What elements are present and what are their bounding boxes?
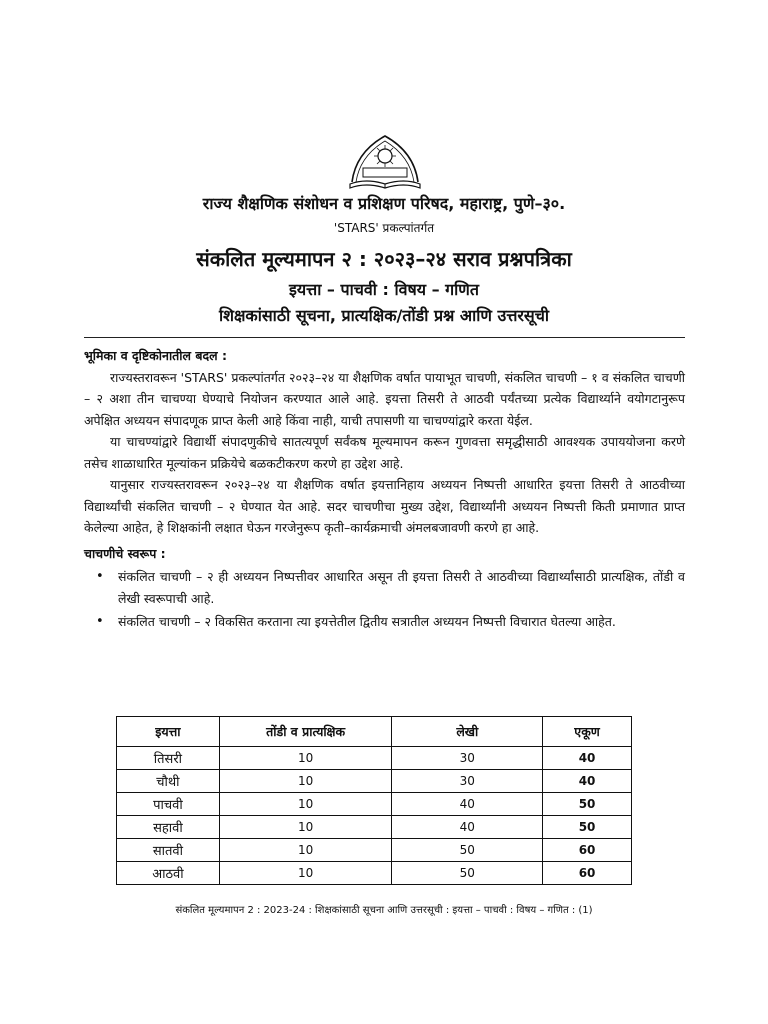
table-row — [117, 816, 632, 839]
table-row — [117, 862, 632, 885]
header-divider — [84, 337, 685, 338]
bullet-text: संकलित चाचणी – २ विकसित करताना त्या इयत्तेतील द्वितीय सत्रातील अध्ययन निष्पत्ती विचारात घेतल्या आहेत. — [118, 614, 616, 629]
cell-oral-practical: 10 — [219, 816, 392, 839]
cell-written: 40 — [392, 793, 543, 816]
teacher-instructions-line: शिक्षकांसाठी सूचना, प्रात्यक्षिक/तोंडी प्रश्न आणि उत्तरसूची — [218, 306, 550, 325]
header-written: लेखी — [392, 717, 543, 747]
cell-written: 40 — [392, 816, 543, 839]
format-heading: चाचणीचे स्वरूप : — [84, 545, 166, 561]
cell-grade: चौथी — [117, 770, 220, 793]
table-header-row — [117, 717, 632, 747]
format-bullet-item — [96, 566, 685, 609]
format-bullet-item — [96, 611, 685, 633]
header-grade: इयत्ता — [117, 717, 220, 747]
paper-title: संकलित मूल्यमापन २ : २०२३–२४ सराव प्रश्नपत्रिका — [196, 247, 572, 271]
organization-name: राज्य शैक्षणिक संशोधन व प्रशिक्षण परिषद, महाराष्ट्र, पुणे–३०. — [202, 194, 566, 213]
cell-grade: पाचवी — [117, 793, 220, 816]
cell-grade: सातवी — [117, 839, 220, 862]
cell-written: 30 — [392, 770, 543, 793]
body-content — [84, 345, 685, 635]
cell-total: 50 — [543, 793, 632, 816]
table-row — [117, 839, 632, 862]
cell-oral-practical: 10 — [219, 747, 392, 770]
cell-total: 40 — [543, 747, 632, 770]
cell-oral-practical: 10 — [219, 862, 392, 885]
cell-oral-practical: 10 — [219, 839, 392, 862]
bullet-text: संकलित चाचणी – २ ही अध्ययन निष्पत्तीवर आधारित असून ती इयत्ता तिसरी ते आठवीच्या विद्यार्थ्यांसाठी प्रात्यक्षिक, तोंडी व लेखी स्वरूपाची आहे. — [118, 569, 685, 606]
format-bullet-list — [84, 566, 685, 633]
cell-total: 60 — [543, 862, 632, 885]
cell-written: 50 — [392, 839, 543, 862]
cell-total: 50 — [543, 816, 632, 839]
cell-total: 40 — [543, 770, 632, 793]
intro-paragraph-2: या चाचण्यांद्वारे विद्यार्थी संपादणुकीचे सातत्यपूर्ण सर्वंकष मूल्यमापन करून गुणवत्ता समृद्धीसाठी आवश्यक उपाययोजना करणे तसेच शाळाधारित मूल्यांकन प्रक्रियेचे बळकटीकरण करणे हा उद्देश आहे. — [84, 434, 685, 471]
marks-distribution-table — [116, 716, 632, 885]
grade-subject-line: इयत्ता – पाचवी : विषय – गणित — [289, 280, 479, 299]
cell-oral-practical: 10 — [219, 770, 392, 793]
cell-grade: सहावी — [117, 816, 220, 839]
cell-grade: आठवी — [117, 862, 220, 885]
table-row — [117, 793, 632, 816]
table-row — [117, 770, 632, 793]
cell-grade: तिसरी — [117, 747, 220, 770]
intro-heading: भूमिका व दृष्टिकोनातील बदल : — [84, 348, 227, 363]
intro-paragraph-3: यानुसार राज्यस्तरावरून २०२३–२४ या शैक्षणिक वर्षात इयत्तानिहाय अध्ययन निष्पत्ती आधारित इयत्ता तिसरी ते आठवीच्या विद्यार्थ्यांची संकलित चाचणी – २ घेण्यात येत आहे. सदर चाचणीचा मुख्य उद्देश, विद्यार्थ्यांनी अध्ययन निष्पत्ती किती प्रमाणात प्राप्त केलेल्या आहेत, हे शिक्षकांनी लक्षात घेऊन गरजेनुरूप कृती–कार्यक्रमाची अंमलबजावणी करणे हा आहे. — [84, 477, 685, 535]
bullet-icon: • — [96, 614, 104, 629]
project-line: 'STARS' प्रकल्पांतर्गत — [333, 221, 435, 235]
header-oral-practical: तोंडी व प्रात्यक्षिक — [219, 717, 392, 747]
cell-written: 30 — [392, 747, 543, 770]
cell-written: 50 — [392, 862, 543, 885]
cell-oral-practical: 10 — [219, 793, 392, 816]
cell-total: 60 — [543, 839, 632, 862]
bullet-icon: • — [96, 569, 104, 584]
intro-paragraph-1: राज्यस्तरावरून 'STARS' प्रकल्पांतर्गत २०२३–२४ या शैक्षणिक वर्षात पायाभूत चाचणी, संकलित चाचणी – १ व संकलित चाचणी – २ अशा तीन चाचण्या घेण्याचे नियोजन करण्यात आले आहे. इयत्ता तिसरी ते आठवी पर्यंतच्या प्रत्येक विद्यार्थ्याने वयोगटानुरूप अपेक्षित अध्ययन संपादणूक प्राप्त केली आहे किंवा नाही, याची तपासणी या चाचण्यांद्वारे करता येईल. — [84, 369, 685, 428]
scert-emblem-logo — [346, 132, 424, 192]
page-footer: संकलित मूल्यमापन 2 : 2023-24 : शिक्षकांसाठी सूचना आणि उत्तरसूची : इयत्ता – पाचवी : विषय – गणित : (1) — [175, 905, 593, 916]
header-total: एकूण — [543, 717, 632, 747]
table-row — [117, 747, 632, 770]
